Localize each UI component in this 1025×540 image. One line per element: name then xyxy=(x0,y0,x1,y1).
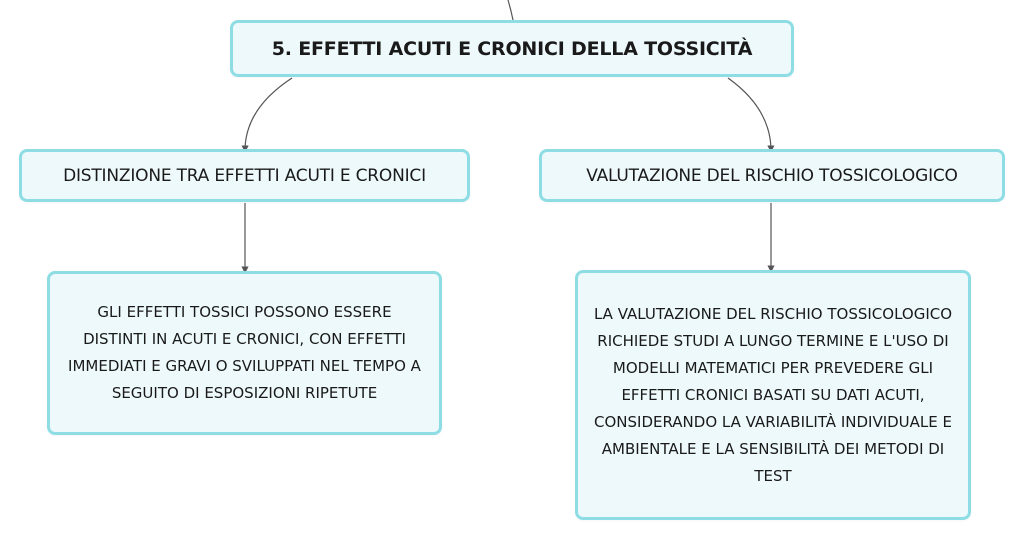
right-branch-node[interactable] xyxy=(539,149,1005,202)
connector-to-parent xyxy=(508,0,513,20)
main-topic-label: 5. EFFETTI ACUTI E CRONICI DELLA TOSSICITÀ xyxy=(271,37,753,60)
right-description-text: LA VALUTAZIONE DEL RISCHIO TOSSICOLOGICO RICHIEDE STUDI A LUNGO TERMINE E L'USO DI MODELLI MATEMATICI PER PREVEDERE GLI EFFETTI CRONICI BASATI SU DATI ACUTI, CONSIDERANDO LA VARIABILITÀ INDIVIDUALE E AMBIENTALE E LA SENSIBILITÀ DEI METODI DI TEST xyxy=(593,304,953,485)
right-branch-label: VALUTAZIONE DEL RISCHIO TOSSICOLOGICO xyxy=(586,165,958,186)
main-topic-node[interactable] xyxy=(230,20,794,77)
left-description-node[interactable] xyxy=(47,271,442,435)
connector-main-to-left xyxy=(245,78,292,149)
left-description-text: GLI EFFETTI TOSSICI POSSONO ESSERE DISTINTI IN ACUTI E CRONICI, CON EFFETTI IMMEDIATI E GRAVI O SVILUPPATI NEL TEMPO A SEGUITO DI ESPOSIZIONI RIPETUTE xyxy=(68,303,421,402)
left-branch-node[interactable] xyxy=(19,149,470,202)
right-description-node[interactable] xyxy=(575,270,971,520)
left-branch-label: DISTINZIONE TRA EFFETTI ACUTI E CRONICI xyxy=(63,165,426,186)
connector-main-to-right xyxy=(728,78,771,149)
